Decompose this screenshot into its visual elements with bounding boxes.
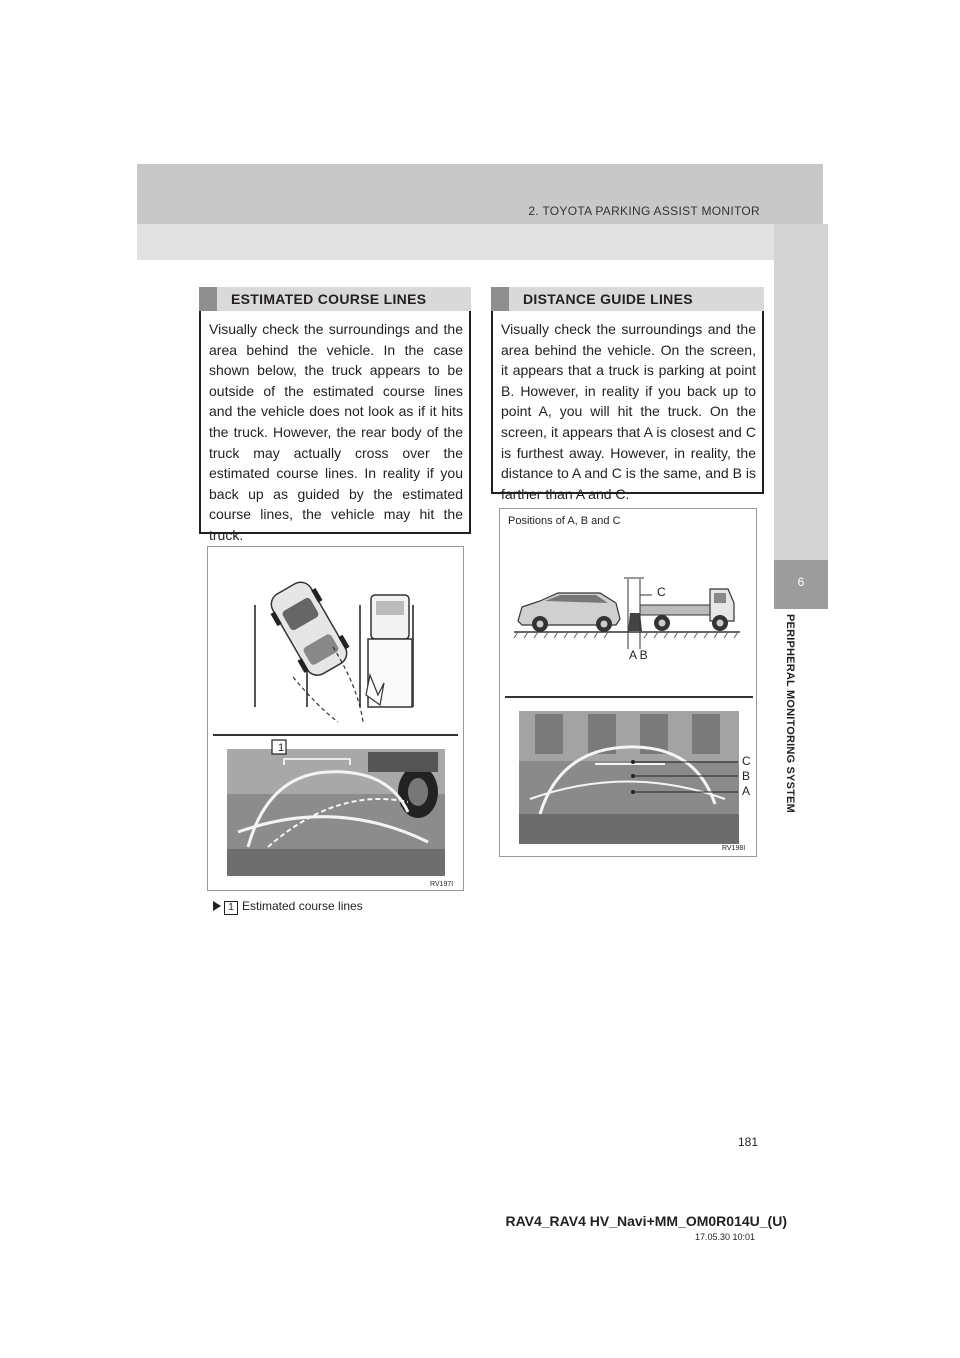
header-subband — [137, 224, 823, 260]
distance-lines-illustration — [500, 509, 758, 858]
figure-estimated-course-lines — [207, 546, 464, 891]
label-a-screen: A — [742, 784, 751, 798]
label-c-screen: C — [742, 754, 751, 768]
label-c-side: C — [657, 585, 666, 599]
caption-arrow-icon — [213, 901, 221, 911]
page-number: 181 — [738, 1135, 759, 1149]
document-timestamp: 17.05.30 10:01 — [694, 1232, 755, 1242]
section-body-course-lines: Visually check the surroundings and the area behind the vehicle. In the case shown below, the truck appears to be outside of the estimated course lines and the vehicle does not look as if it hits the truck. However, the rear body of the truck may actually cross over the estimated course lines. In reality if you back up as guided by the estimated course lines, the vehicle may hit the truck. — [199, 311, 471, 534]
figure-caption — [213, 899, 363, 915]
caption-number: 1 — [224, 901, 238, 915]
section-header-bar — [491, 287, 509, 311]
course-lines-illustration — [208, 547, 465, 892]
chapter-number: 6 — [797, 575, 805, 589]
figure-code: RV198I — [722, 845, 746, 852]
section-title: 2. TOYOTA PARKING ASSIST MONITOR — [528, 204, 760, 218]
figure-distance-guide-lines — [499, 508, 757, 857]
chapter-title-text: PERIPHERAL MONITORING SYSTEM — [784, 614, 796, 813]
section-heading: DISTANCE GUIDE LINES — [523, 291, 693, 307]
figure-title: Positions of A, B and C — [508, 515, 621, 527]
label-b-screen: B — [742, 769, 751, 783]
section-header-distance-lines — [491, 287, 764, 311]
side-tab — [774, 224, 828, 609]
label-ab-side: A B — [629, 648, 648, 662]
callout-1: 1 — [277, 742, 285, 754]
document-id: RAV4_RAV4 HV_Navi+MM_OM0R014U_(U) — [505, 1213, 787, 1229]
caption-text: Estimated course lines — [242, 899, 363, 913]
section-header-bar — [199, 287, 217, 311]
figure-code: RV197I — [430, 881, 454, 888]
section-heading: ESTIMATED COURSE LINES — [231, 291, 427, 307]
section-body-distance-lines: Visually check the surroundings and the area behind the vehicle. On the screen, it appears that a truck is parking at point B. However, in reality if you back up to point A, you will hit the truck. On the screen, it appears that A is closest and C is furthest away. However, in reality, the distance to A and C is the same, and B is farther than A and C. — [491, 311, 764, 494]
section-header-course-lines — [199, 287, 471, 311]
chapter-title — [782, 614, 798, 846]
